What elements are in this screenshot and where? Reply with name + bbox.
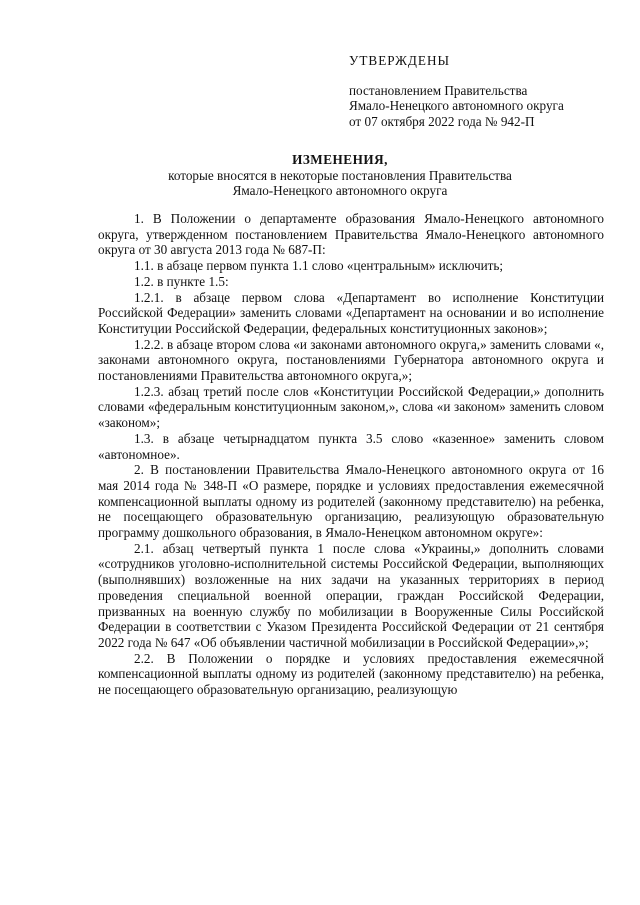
paragraph-1-2-2: 1.2.2. в абзаце втором слова «и законами автономного округа,» заменить словами «, законами автономного округа, постановлениями Губернатора автономного округа и постановлениями Правительства автономного округа,»; — [98, 336, 604, 384]
paragraph-1-2-3: 1.2.3. абзац третий после слов «Конституции Российской Федерации,» дополнить словами «федеральным конституционным законом,», слова «и законом» заменить словом «законом»; — [98, 383, 604, 431]
title-subline: Ямало-Ненецкого автономного округа — [232, 183, 448, 198]
title-subline: которые вносятся в некоторые постановления Правительства — [168, 167, 512, 183]
approval-line: от 07 октября 2022 года № 942-П — [349, 113, 535, 129]
paragraph-2-2: 2.2. В Положении о порядке и условиях предоставления ежемесячной компенсационной выплаты одному из родителей (законному представителю) на ребенка, не посещающего образовательную организацию, реализующую — [98, 650, 604, 698]
approval-line: постановлением Правительства — [349, 82, 528, 98]
paragraph-2: 2. В постановлении Правительства Ямало-Ненецкого автономного округа от 16 мая 2014 года № 348-П «О размере, порядке и условиях предоставления ежемесячной компенсационной выплаты одному из родителей (законному представителю) на ребенка, не посещающего образовательную организацию, реализующую образовательную программу дошкольного образования, в Ямало-Ненецком автономном округе»: — [98, 462, 604, 541]
paragraph-1-2: 1.2. в пункте 1.5: — [134, 273, 229, 289]
approval-block — [349, 53, 564, 129]
document-body — [98, 211, 604, 698]
approval-heading: УТВЕРЖДЕНЫ — [349, 53, 451, 68]
document-title — [80, 152, 600, 199]
paragraph-1-2-1: 1.2.1. в абзаце первом слова «Департамент во исполнение Конституции Российской Федерации» заменить словами «Департамент на основании и во исполнение Конституции Российской Федерации, федеральных конституционных законов»; — [98, 289, 604, 336]
paragraph-1: 1. В Положении о департаменте образования Ямало-Ненецкого автономного округа, утвержденном постановлением Правительства Ямало-Ненецкого автономного округа от 30 августа 2013 года № 687-П: — [98, 211, 604, 258]
paragraph-2-1: 2.1. абзац четвертый пункта 1 после слова «Украины,» дополнить словами «сотрудников уголовно-исполнительной системы Российской Федерации, выполняющих (выполнявших) возложенные на них задачи на указанных территориях в период проведения специальной военной операции, граждан Российской Федерации, призванных на военную службу по мобилизации в Вооруженные Силы Российской Федерации в соответствии с Указом Президента Российской Федерации от 21 сентября 2022 года № 647 «Об объявлении частичной мобилизации в Российской Федерации»,»; — [98, 540, 604, 650]
approval-line: Ямало-Ненецкого автономного округа — [349, 98, 564, 113]
paragraph-1-3: 1.3. в абзаце четырнадцатом пункта 3.5 слово «казенное» заменить словом «автономное». — [98, 430, 604, 462]
paragraph-1-1: 1.1. в абзаце первом пункта 1.1 слово «центральным» исключить; — [134, 258, 504, 274]
title-main: ИЗМЕНЕНИЯ, — [292, 152, 388, 167]
